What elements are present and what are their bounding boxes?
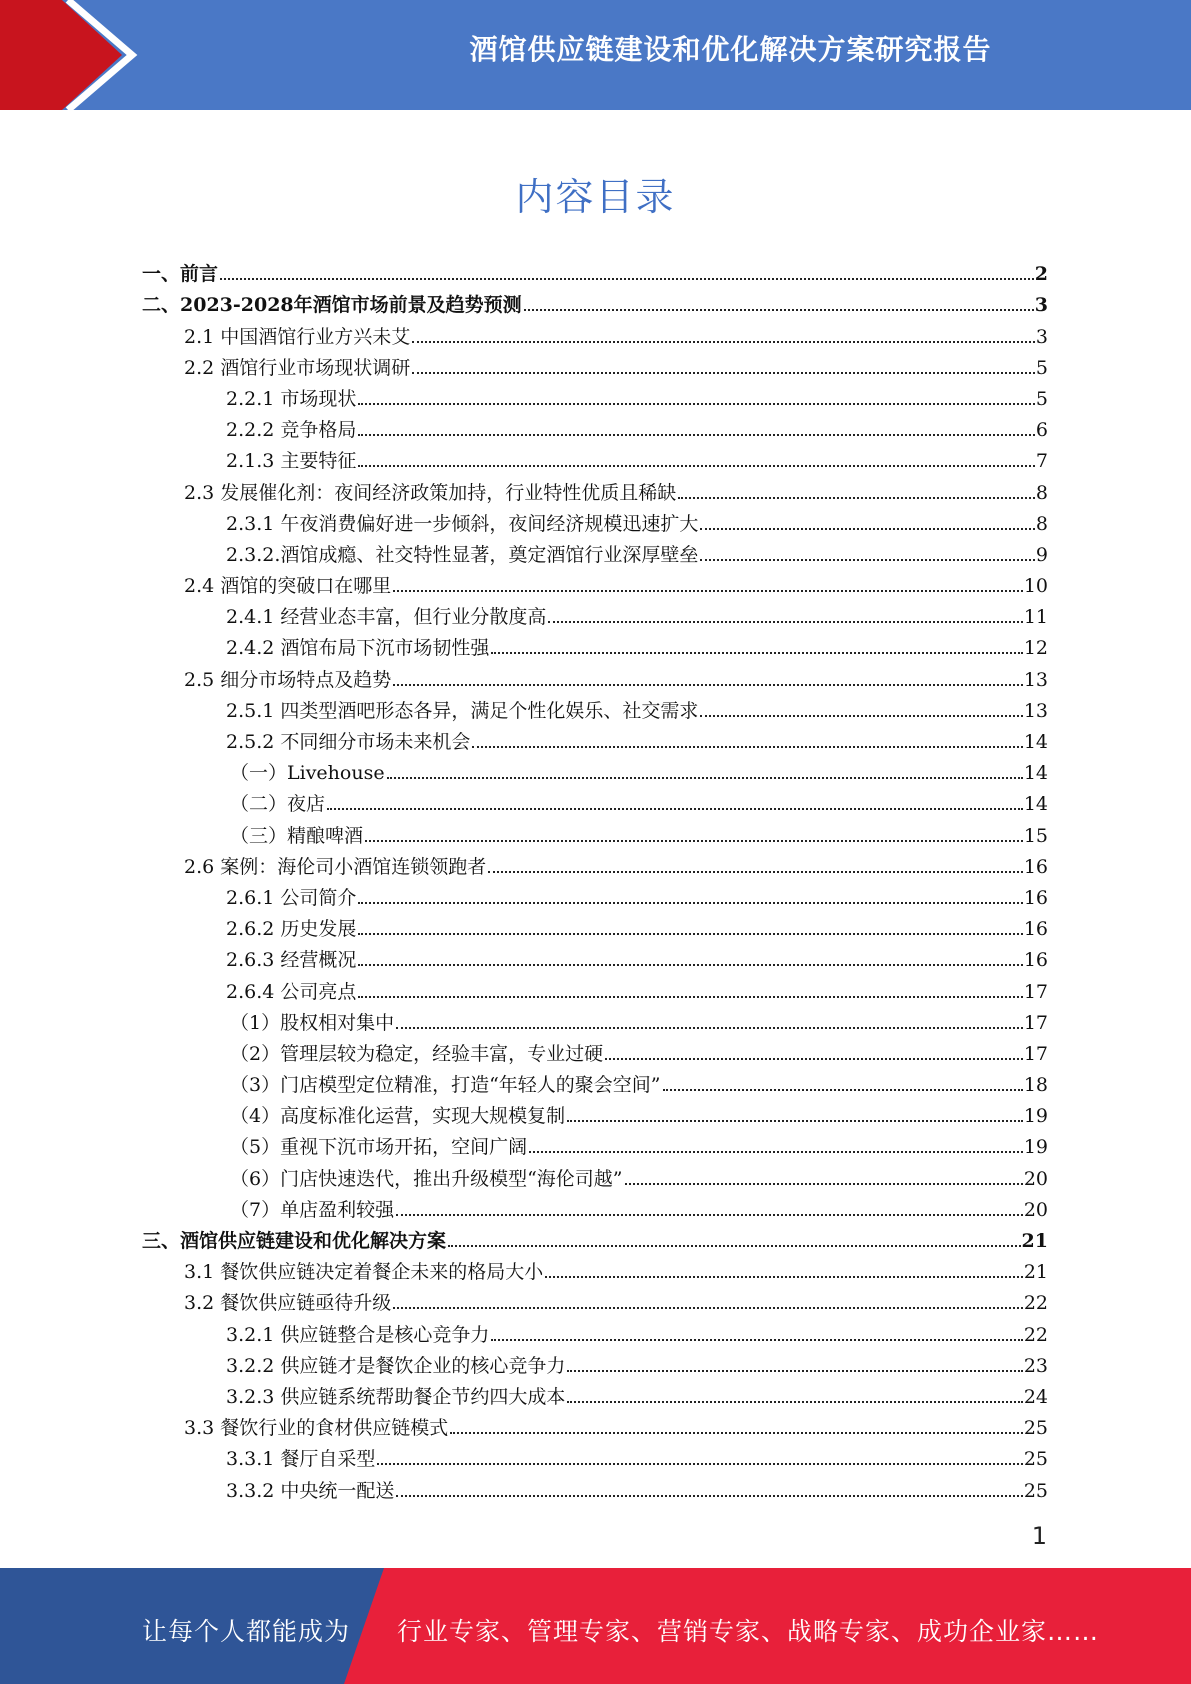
toc-entry-label: 2.4 酒馆的突破口在哪里 bbox=[184, 575, 392, 598]
toc-entry-page: 5 bbox=[1035, 356, 1048, 379]
toc-entry-page: 20 bbox=[1023, 1167, 1048, 1190]
toc-entry-page: 22 bbox=[1023, 1292, 1048, 1315]
toc-entry-label: （1）股权相对集中 bbox=[230, 1011, 395, 1034]
toc-entry-label: 一、前言 bbox=[142, 263, 219, 286]
toc-entry-label: 3.2.3 供应链系统帮助餐企节约四大成本 bbox=[226, 1385, 566, 1408]
toc-entry[interactable] bbox=[142, 628, 1048, 659]
toc-entry-page: 25 bbox=[1023, 1417, 1048, 1440]
toc-entry-page: 2 bbox=[1034, 263, 1048, 286]
toc-entry[interactable] bbox=[142, 535, 1048, 566]
toc-entry-page: 22 bbox=[1023, 1323, 1048, 1346]
toc-entry-page: 17 bbox=[1023, 980, 1048, 1003]
toc-dot-leader bbox=[678, 497, 1035, 499]
toc-entry-label: 2.2 酒馆行业市场现状调研 bbox=[184, 356, 411, 379]
toc-entry-label: （2）管理层较为稳定，经验丰富，专业过硬 bbox=[230, 1042, 604, 1065]
toc-entry-page: 15 bbox=[1023, 824, 1048, 847]
toc-entry[interactable] bbox=[142, 940, 1048, 971]
toc-entry-label: 2.5.2 不同细分市场未来机会 bbox=[226, 731, 471, 753]
header-arrow-decoration bbox=[0, 0, 160, 110]
toc-entry-label: （4）高度标准化运营，实现大规模复制 bbox=[230, 1105, 566, 1128]
toc-entry-page: 20 bbox=[1023, 1198, 1048, 1221]
toc-entry-page: 19 bbox=[1023, 1105, 1048, 1128]
toc-dot-leader bbox=[625, 1183, 1023, 1185]
toc-entry-page: 21 bbox=[1021, 1230, 1048, 1252]
toc-entry[interactable] bbox=[142, 566, 1048, 597]
toc-entry-page: 21 bbox=[1023, 1261, 1048, 1284]
toc-entry-page: 13 bbox=[1023, 668, 1048, 691]
toc-dot-leader bbox=[393, 1307, 1023, 1309]
toc-entry[interactable] bbox=[142, 472, 1048, 503]
toc-entry-label: 2.6.1 公司简介 bbox=[226, 886, 357, 909]
toc-dot-leader bbox=[396, 1495, 1022, 1497]
toc-dot-leader bbox=[393, 684, 1023, 686]
toc-entry-label: 3.3.2 中央统一配送 bbox=[226, 1479, 395, 1502]
toc-entry[interactable] bbox=[142, 1439, 1048, 1470]
header-red-arrow-shape bbox=[0, 0, 122, 110]
toc-entry-label: 2.3 发展催化剂：夜间经济政策加持，行业特性优质且稀缺 bbox=[184, 481, 677, 504]
toc-entry-page: 12 bbox=[1023, 637, 1048, 660]
toc-dot-leader bbox=[450, 1432, 1023, 1434]
toc-dot-leader bbox=[396, 1214, 1023, 1216]
table-of-contents bbox=[142, 254, 1048, 1502]
toc-entry-page: 13 bbox=[1023, 699, 1048, 722]
toc-dot-leader bbox=[488, 871, 1023, 873]
toc-entry-label: （三）精酿啤酒 bbox=[230, 824, 364, 847]
toc-entry-label: 2.5 细分市场特点及趋势 bbox=[184, 668, 392, 691]
toc-entry[interactable] bbox=[142, 1346, 1048, 1377]
toc-entry-label: （3）门店模型定位精准，打造“年轻人的聚会空间” bbox=[230, 1074, 661, 1097]
toc-entry-page: 19 bbox=[1023, 1136, 1048, 1159]
toc-entry-label: 2.6.2 历史发展 bbox=[226, 918, 357, 941]
toc-entry-label: （二）夜店 bbox=[230, 793, 326, 816]
toc-dot-leader bbox=[358, 964, 1022, 966]
toc-entry-label: 3.2.2 供应链才是餐饮企业的核心竞争力 bbox=[226, 1354, 566, 1377]
toc-entry-label: 3.3.1 餐厅自采型 bbox=[226, 1448, 376, 1471]
toc-entry-label: 2.2.1 市场现状 bbox=[226, 387, 357, 410]
toc-entry-label: （6）门店快速迭代，推出升级模型“海伦司越” bbox=[230, 1167, 623, 1190]
toc-dot-leader bbox=[567, 1401, 1022, 1403]
toc-dot-leader bbox=[358, 996, 1022, 998]
toc-dot-leader bbox=[393, 590, 1023, 592]
toc-entry-label: 三、酒馆供应链建设和优化解决方案 bbox=[142, 1230, 447, 1252]
toc-entry[interactable] bbox=[142, 1314, 1048, 1345]
toc-entry[interactable] bbox=[142, 348, 1048, 379]
toc-entry[interactable] bbox=[142, 1470, 1048, 1501]
toc-entry-label: 2.1.3 主要特征 bbox=[226, 450, 357, 473]
toc-entry[interactable] bbox=[142, 878, 1048, 909]
toc-dot-leader bbox=[491, 1339, 1022, 1341]
toc-dot-leader bbox=[412, 372, 1035, 374]
toc-entry-label: 3.1 餐饮供应链决定着餐企未来的格局大小 bbox=[184, 1261, 544, 1284]
toc-entry[interactable] bbox=[142, 1252, 1048, 1283]
toc-entry[interactable] bbox=[142, 254, 1048, 285]
toc-entry-page: 23 bbox=[1023, 1354, 1048, 1377]
toc-dot-leader bbox=[396, 1027, 1023, 1029]
toc-entry[interactable] bbox=[142, 410, 1048, 441]
toc-dot-leader bbox=[358, 902, 1022, 904]
toc-entry-label: （7）单店盈利较强 bbox=[230, 1198, 395, 1221]
toc-dot-leader bbox=[358, 933, 1022, 935]
toc-entry-page: 6 bbox=[1035, 419, 1048, 442]
toc-entry[interactable] bbox=[142, 1190, 1048, 1221]
toc-dot-leader bbox=[358, 403, 1035, 405]
toc-entry-page: 25 bbox=[1023, 1448, 1048, 1471]
toc-entry[interactable] bbox=[142, 847, 1048, 878]
toc-entry-page: 3 bbox=[1035, 325, 1048, 348]
toc-entry-page: 17 bbox=[1023, 1042, 1048, 1065]
toc-entry[interactable] bbox=[142, 597, 1048, 628]
toc-entry-label: 二、2023-2028年酒馆市场前景及趋势预测 bbox=[142, 294, 522, 317]
toc-entry-label: （5）重视下沉市场开拓，空间广阔 bbox=[230, 1136, 528, 1159]
toc-entry-page: 14 bbox=[1023, 793, 1048, 816]
toc-dot-leader bbox=[220, 278, 1034, 280]
toc-entry[interactable] bbox=[142, 441, 1048, 472]
footer-slogan-right: 行业专家、管理专家、营销专家、战略专家、成功企业家…… bbox=[397, 1617, 1100, 1646]
toc-entry[interactable] bbox=[142, 1003, 1048, 1034]
toc-entry-page: 7 bbox=[1035, 450, 1048, 473]
toc-dot-leader bbox=[545, 1276, 1023, 1278]
toc-entry-page: 8 bbox=[1035, 512, 1048, 535]
toc-entry[interactable] bbox=[142, 1283, 1048, 1314]
toc-entry[interactable] bbox=[142, 1158, 1048, 1189]
page-header bbox=[0, 0, 1191, 110]
toc-entry-page: 16 bbox=[1023, 949, 1048, 972]
toc-entry[interactable] bbox=[142, 659, 1048, 690]
toc-entry-label: 2.2.2 竞争格局 bbox=[226, 419, 357, 442]
toc-dot-leader bbox=[700, 715, 1022, 717]
toc-entry[interactable] bbox=[142, 285, 1048, 316]
toc-entry-page: 16 bbox=[1023, 855, 1048, 878]
toc-dot-leader bbox=[472, 746, 1022, 748]
toc-dot-leader bbox=[548, 621, 1022, 623]
toc-dot-leader bbox=[412, 341, 1035, 343]
toc-entry-label: 3.2 餐饮供应链亟待升级 bbox=[184, 1292, 392, 1315]
toc-dot-leader bbox=[491, 652, 1022, 654]
toc-dot-leader bbox=[358, 434, 1035, 436]
page-number: 1 bbox=[1031, 1522, 1047, 1550]
toc-entry-page: 25 bbox=[1023, 1479, 1048, 1502]
toc-dot-leader bbox=[448, 1245, 1021, 1247]
toc-entry-page: 17 bbox=[1023, 1011, 1048, 1034]
toc-entry[interactable] bbox=[142, 1221, 1048, 1252]
toc-dot-leader bbox=[387, 777, 1023, 779]
toc-entry-label: 3.2.1 供应链整合是核心竞争力 bbox=[226, 1323, 490, 1346]
toc-entry-label: 2.4.1 经营业态丰富，但行业分散度高 bbox=[226, 606, 547, 629]
page-footer bbox=[0, 1568, 1191, 1684]
toc-entry[interactable] bbox=[142, 1127, 1048, 1158]
toc-entry[interactable] bbox=[142, 504, 1048, 535]
toc-dot-leader bbox=[524, 309, 1034, 311]
toc-entry-label: 3.3 餐饮行业的食材供应链模式 bbox=[184, 1417, 449, 1440]
toc-entry[interactable] bbox=[142, 1377, 1048, 1408]
toc-dot-leader bbox=[358, 465, 1035, 467]
toc-entry[interactable] bbox=[142, 722, 1048, 753]
toc-entry-page: 11 bbox=[1023, 606, 1048, 629]
toc-entry[interactable] bbox=[142, 1408, 1048, 1439]
toc-entry[interactable] bbox=[142, 784, 1048, 815]
toc-entry[interactable] bbox=[142, 379, 1048, 410]
toc-entry-page: 8 bbox=[1035, 481, 1048, 504]
toc-entry-page: 5 bbox=[1035, 387, 1048, 410]
toc-entry-page: 9 bbox=[1035, 543, 1048, 566]
toc-entry[interactable] bbox=[142, 1096, 1048, 1127]
toc-entry-page: 24 bbox=[1023, 1385, 1048, 1408]
toc-entry[interactable] bbox=[142, 815, 1048, 846]
toc-entry[interactable] bbox=[142, 1065, 1048, 1096]
toc-entry-label: 2.6.3 经营概况 bbox=[226, 949, 357, 972]
toc-dot-leader bbox=[529, 1151, 1023, 1153]
toc-entry-label: 2.3.1 午夜消费偏好进一步倾斜，夜间经济规模迅速扩大 bbox=[226, 512, 699, 535]
toc-dot-leader bbox=[700, 559, 1035, 561]
toc-entry-page: 14 bbox=[1023, 762, 1048, 785]
report-title: 酒馆供应链建设和优化解决方案研究报告 bbox=[469, 33, 992, 66]
toc-heading: 内容目录 bbox=[515, 175, 676, 219]
toc-entry[interactable] bbox=[142, 1034, 1048, 1065]
toc-dot-leader bbox=[700, 528, 1035, 530]
toc-entry-page: 16 bbox=[1023, 918, 1048, 941]
toc-entry-page: 14 bbox=[1023, 731, 1048, 753]
toc-dot-leader bbox=[365, 840, 1023, 842]
toc-dot-leader bbox=[663, 1089, 1023, 1091]
toc-entry-page: 16 bbox=[1023, 886, 1048, 909]
toc-entry-label: 2.5.1 四类型酒吧形态各异，满足个性化娱乐、社交需求 bbox=[226, 699, 699, 722]
toc-dot-leader bbox=[567, 1370, 1022, 1372]
toc-entry[interactable] bbox=[142, 909, 1048, 940]
footer-slogan-left: 让每个人都能成为 bbox=[142, 1617, 351, 1646]
toc-dot-leader bbox=[567, 1120, 1023, 1122]
toc-entry[interactable] bbox=[142, 971, 1048, 1002]
toc-dot-leader bbox=[377, 1463, 1022, 1465]
toc-entry[interactable] bbox=[142, 691, 1048, 722]
toc-entry[interactable] bbox=[142, 316, 1048, 347]
toc-entry-page: 18 bbox=[1023, 1074, 1048, 1097]
toc-dot-leader bbox=[605, 1058, 1023, 1060]
toc-entry-label: 2.4.2 酒馆布局下沉市场韧性强 bbox=[226, 637, 490, 660]
toc-entry-label: 2.1 中国酒馆行业方兴未艾 bbox=[184, 325, 411, 348]
toc-entry-label: 2.3.2.酒馆成瘾、社交特性显著，奠定酒馆行业深厚壁垒 bbox=[226, 543, 699, 566]
toc-entry-label: （一）Livehouse bbox=[230, 762, 385, 785]
toc-entry-label: 2.6 案例：海伦司小酒馆连锁领跑者 bbox=[184, 855, 487, 878]
toc-entry-label: 2.6.4 公司亮点 bbox=[226, 980, 357, 1003]
toc-entry-page: 3 bbox=[1034, 294, 1048, 317]
toc-entry[interactable] bbox=[142, 753, 1048, 784]
toc-entry-page: 10 bbox=[1023, 575, 1048, 598]
toc-dot-leader bbox=[327, 808, 1023, 810]
